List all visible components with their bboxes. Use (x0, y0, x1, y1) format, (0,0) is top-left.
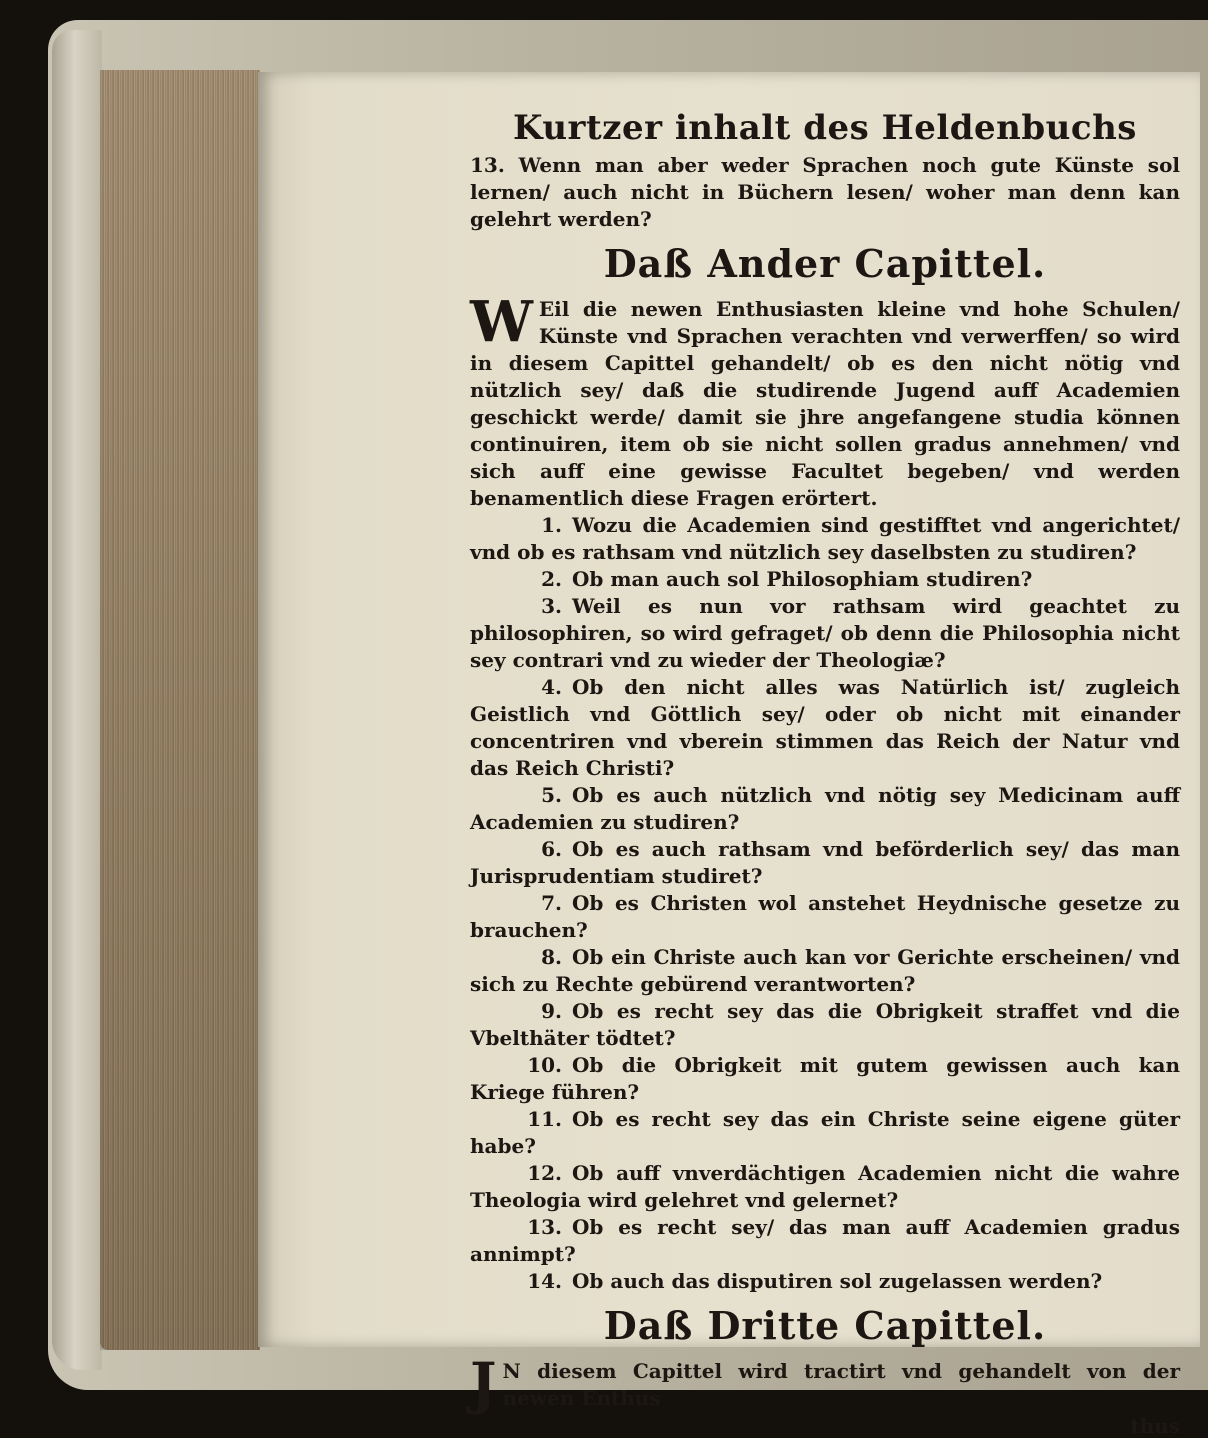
question-item: 2. Ob man auch sol Philosophiam studiren? (541, 567, 1033, 591)
chapter-3-title: Daß Dritte Capittel. (603, 1303, 1047, 1348)
question-list (470, 512, 1180, 1295)
drop-cap: J (470, 1351, 497, 1417)
question-item: 14. Ob auch das disputiren sol zugelassen werden? (527, 1269, 1103, 1293)
chapter-3-intro-text: N diesem Capittel wird tractirt vnd gehandelt von der newen Enthus (502, 1359, 1180, 1410)
chapter-2-intro (470, 289, 1180, 512)
chapter-2-intro-text: Eil die newen Enthusiasten kleine vnd hohe Schulen/ Künste vnd Sprachen verachten vnd verwerffen/ so wird in diesem Capittel gehandelt/ ob es den nicht nötig vnd nützlich sey/ daß die studirende Jugend auff Academien geschickt werde/ damit sie jhre angefangene studia können continuiren, item ob sie nicht sollen gradus annehmen/ vnd sich auff eine gewisse Facultet begeben/ vnd werden benamentlich diese Fragen erörtert. (470, 297, 1180, 510)
drop-cap: W (470, 289, 533, 355)
question-item: 3. Weil es nun vor rathsam wird geachtet zu philosophiren, so wird gefraget/ ob denn die Philosophia nicht sey contrari vnd zu wieder der Theologiæ? (470, 594, 1180, 672)
question-item: 13. Ob es recht sey/ das man auff Academien gradus annimpt? (470, 1215, 1180, 1266)
question-item: 10. Ob die Obrigkeit mit gutem gewissen auch kan Kriege führen? (470, 1053, 1180, 1104)
chapter-3-intro (470, 1351, 1180, 1417)
running-header: Kurtzer inhalt des Heldenbuchs (513, 108, 1137, 148)
question-item: 7. Ob es Christen wol anstehet Heydnische gesetze zu brauchen? (470, 891, 1180, 942)
book-spine (52, 30, 102, 1370)
question-item: 11. Ob es recht sey das ein Christe seine eigene güter habe? (470, 1107, 1180, 1158)
question-item: 5. Ob es auch nützlich vnd nötig sey Medicinam auff Academien zu studiren? (470, 783, 1180, 834)
question-item: 4. Ob den nicht alles was Natürlich ist/ zugleich Geistlich vnd Göttlich sey/ oder ob nicht mit einander concentriren vnd vberein stimmen das Reich der Natur vnd das Reich Christi? (470, 675, 1180, 780)
chapter-2-title: Daß Ander Capittel. (603, 241, 1047, 286)
page-edges (100, 70, 260, 1350)
catchword: thus (1130, 1414, 1180, 1438)
question-item: 8. Ob ein Christe auch kan vor Gerichte erscheinen/ vnd sich zu Rechte gebürend verantworten? (470, 945, 1180, 996)
question-item: 9. Ob es recht sey das die Obrigkeit straffet vnd die Vbelthäter tödtet? (470, 999, 1180, 1050)
question-item: 6. Ob es auch rathsam vnd beförderlich sey/ das man Jurisprudentiam studiret? (470, 837, 1180, 888)
question-item: 12. Ob auff vnverdächtigen Academien nicht die wahre Theologia wird gelehret vnd gelernet? (470, 1161, 1180, 1212)
question-13-previous: 13. Wenn man aber weder Sprachen noch gute Künste sol lernen/ auch nicht in Büchern lesen/ woher man denn kan gelehrt werden? (470, 153, 1180, 231)
page-text (470, 108, 1180, 1438)
question-item: 1. Wozu die Academien sind gestifftet vnd angerichtet/ vnd ob es rathsam vnd nützlich sey daselbsten zu studiren? (470, 513, 1180, 564)
